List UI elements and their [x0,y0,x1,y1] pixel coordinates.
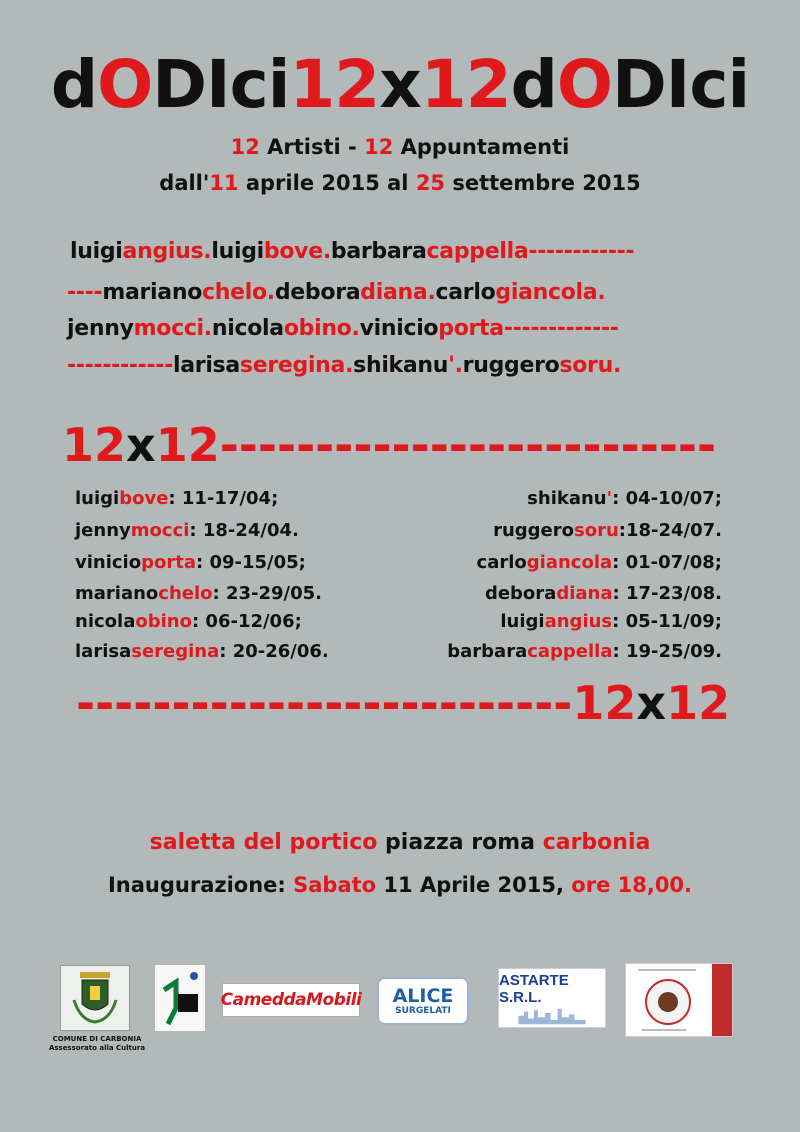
text-run: diana. [360,280,436,305]
text-run: bove. [263,239,331,264]
text-run: carbonia [542,830,651,855]
text-run: cappella [426,239,529,264]
schedule-entry-right [493,522,722,540]
alice-label: ALICE [392,984,454,1007]
camedda-label: CameddaMobili [220,990,362,1010]
figure-icon [158,968,202,1028]
camedda-mobili-logo [222,983,360,1017]
text-run: : 11-17/04; [168,488,279,509]
text-run: : 19-25/09. [612,641,722,662]
text-run: jenny [67,316,134,341]
text-run: DIci [152,46,290,123]
schedule-entry-left [75,585,322,603]
text-run: 12 [155,418,220,472]
text-run: d [50,46,98,123]
artist-names-line [67,353,621,378]
subtitle-dates [0,171,800,195]
text-run: Sabato [293,873,377,897]
cafe-logo [625,963,733,1037]
schedule-entry-left [75,554,306,572]
schedule-entry-left [75,490,278,508]
skyline-icon [502,1006,602,1027]
poster-title [0,46,800,123]
text-run: porta [141,552,196,573]
text-run: larisa [75,641,132,662]
crest-icon [70,970,120,1026]
text-run: saletta del portico [149,830,378,855]
text-run: d [510,46,557,123]
text-run: obino. [283,316,360,341]
association-logo [155,965,205,1031]
text-run: 25 [415,171,446,195]
schedule-entry-right [485,585,722,603]
schedule-entry-right [500,613,722,631]
text-run: : 06-12/06; [191,611,302,632]
text-run: '. [448,353,463,378]
text-run: chelo. [202,280,275,305]
schedule-entry-left [75,522,299,540]
text-run: :18-24/07. [618,520,722,541]
coffee-cup-icon [626,964,732,1036]
text-run: Artisti - [259,135,365,159]
text-run: jenny [75,520,131,541]
text-run: : 01-07/08; [612,552,722,573]
text-run: x [379,46,421,123]
text-run: ---- [67,280,103,305]
text-run: Inaugurazione: [107,873,294,897]
inauguration-line [0,873,800,897]
text-run: angius [544,611,613,632]
schedule-entry-right [477,554,722,572]
text-run: debora [484,583,557,604]
banner-12x12-top [62,418,717,472]
text-run: ------------- [503,316,619,341]
comune-crest-logo [60,965,130,1031]
text-run: seregina. [239,353,354,378]
banner-12x12-bottom [76,676,731,730]
text-run: angius. [122,239,212,264]
text-run: diana [556,583,613,604]
text-run: nicola [211,316,284,341]
schedule-entry-left [75,613,302,631]
text-run: ruggero [462,353,560,378]
text-run: nicola [75,611,136,632]
text-run: barbara [330,239,427,264]
text-run: ------------ [67,353,173,378]
text-run: : 05-11/09; [612,611,722,632]
text-run: mocci [130,520,190,541]
text-run: : 18-24/04. [189,520,299,541]
text-run: : 04-10/07; [612,488,722,509]
astarte-label: ASTARTE S.R.L. [499,972,569,1006]
text-run: piazza roma [377,830,543,855]
text-run: dall' [159,171,210,195]
text-run: soru [573,520,619,541]
text-run: carlo [476,552,527,573]
subtitle-artists [0,135,800,159]
text-run: x [636,676,667,730]
text-run: O [556,46,612,123]
text-run: larisa [172,353,240,378]
text-run: settembre 2015 [445,171,641,195]
text-run: ruggero [493,520,574,541]
text-run: : 20-26/06. [219,641,329,662]
text-run: : 09-15/05; [195,552,306,573]
alice-sub-label: SURGELATI [395,1005,451,1016]
text-run: mariano [75,583,159,604]
text-run: porta [438,316,504,341]
schedule-entry-right [527,490,722,508]
text-run: 12 [364,135,394,159]
text-run: carlo [435,280,496,305]
alice-surgelati-logo [377,977,469,1025]
text-run: barbara [447,641,528,662]
text-run: luigi [500,611,545,632]
text-run: luigi [75,488,120,509]
text-run: DIci [612,46,750,123]
text-run: chelo [158,583,213,604]
text-run: ------------ [528,239,635,264]
text-run: giancola [526,552,613,573]
comune-caption: COMUNE DI CARBONIA Assessorato alla Cultura [48,1035,146,1052]
text-run: -------------------------- [219,418,717,472]
schedule-entry-left [75,643,329,661]
text-run: ore 18,00. [571,873,693,897]
text-run: obino [135,611,192,632]
text-run: 12 [572,676,637,730]
text-run: 11 [209,171,239,195]
text-run: -------------------------- [76,676,573,730]
text-run: 11 Aprile 2015, [376,873,572,897]
text-run: shikanu [527,488,607,509]
text-run: luigi [70,239,123,264]
text-run: aprile 2015 al [238,171,416,195]
text-run: 12 [420,46,511,123]
text-run: : 17-23/08. [612,583,722,604]
venue-line [0,830,800,855]
text-run: seregina [131,641,220,662]
text-run: vinicio [75,552,142,573]
text-run: debora [274,280,361,305]
text-run: giancola. [495,280,606,305]
text-run: x [126,418,156,472]
text-run: ' [606,488,613,509]
text-run: bove [119,488,169,509]
artist-names-line [70,239,634,264]
text-run: 12 [230,135,260,159]
text-run: Appuntamenti [393,135,570,159]
text-run: 12 [289,46,380,123]
artist-names-line [67,280,605,305]
text-run: shikanu [353,353,449,378]
text-run: 12 [666,676,731,730]
text-run: cappella [527,641,613,662]
text-run: mariano [102,280,203,305]
artist-names-line [67,316,619,341]
text-run: luigi [211,239,264,264]
text-run: O [97,46,153,123]
schedule-entry-right [447,643,722,661]
text-run: soru. [559,353,622,378]
text-run: : 23-29/05. [212,583,323,604]
text-run: 12 [62,418,127,472]
astarte-logo [498,968,606,1028]
text-run: mocci. [133,316,212,341]
text-run: vinicio [359,316,439,341]
